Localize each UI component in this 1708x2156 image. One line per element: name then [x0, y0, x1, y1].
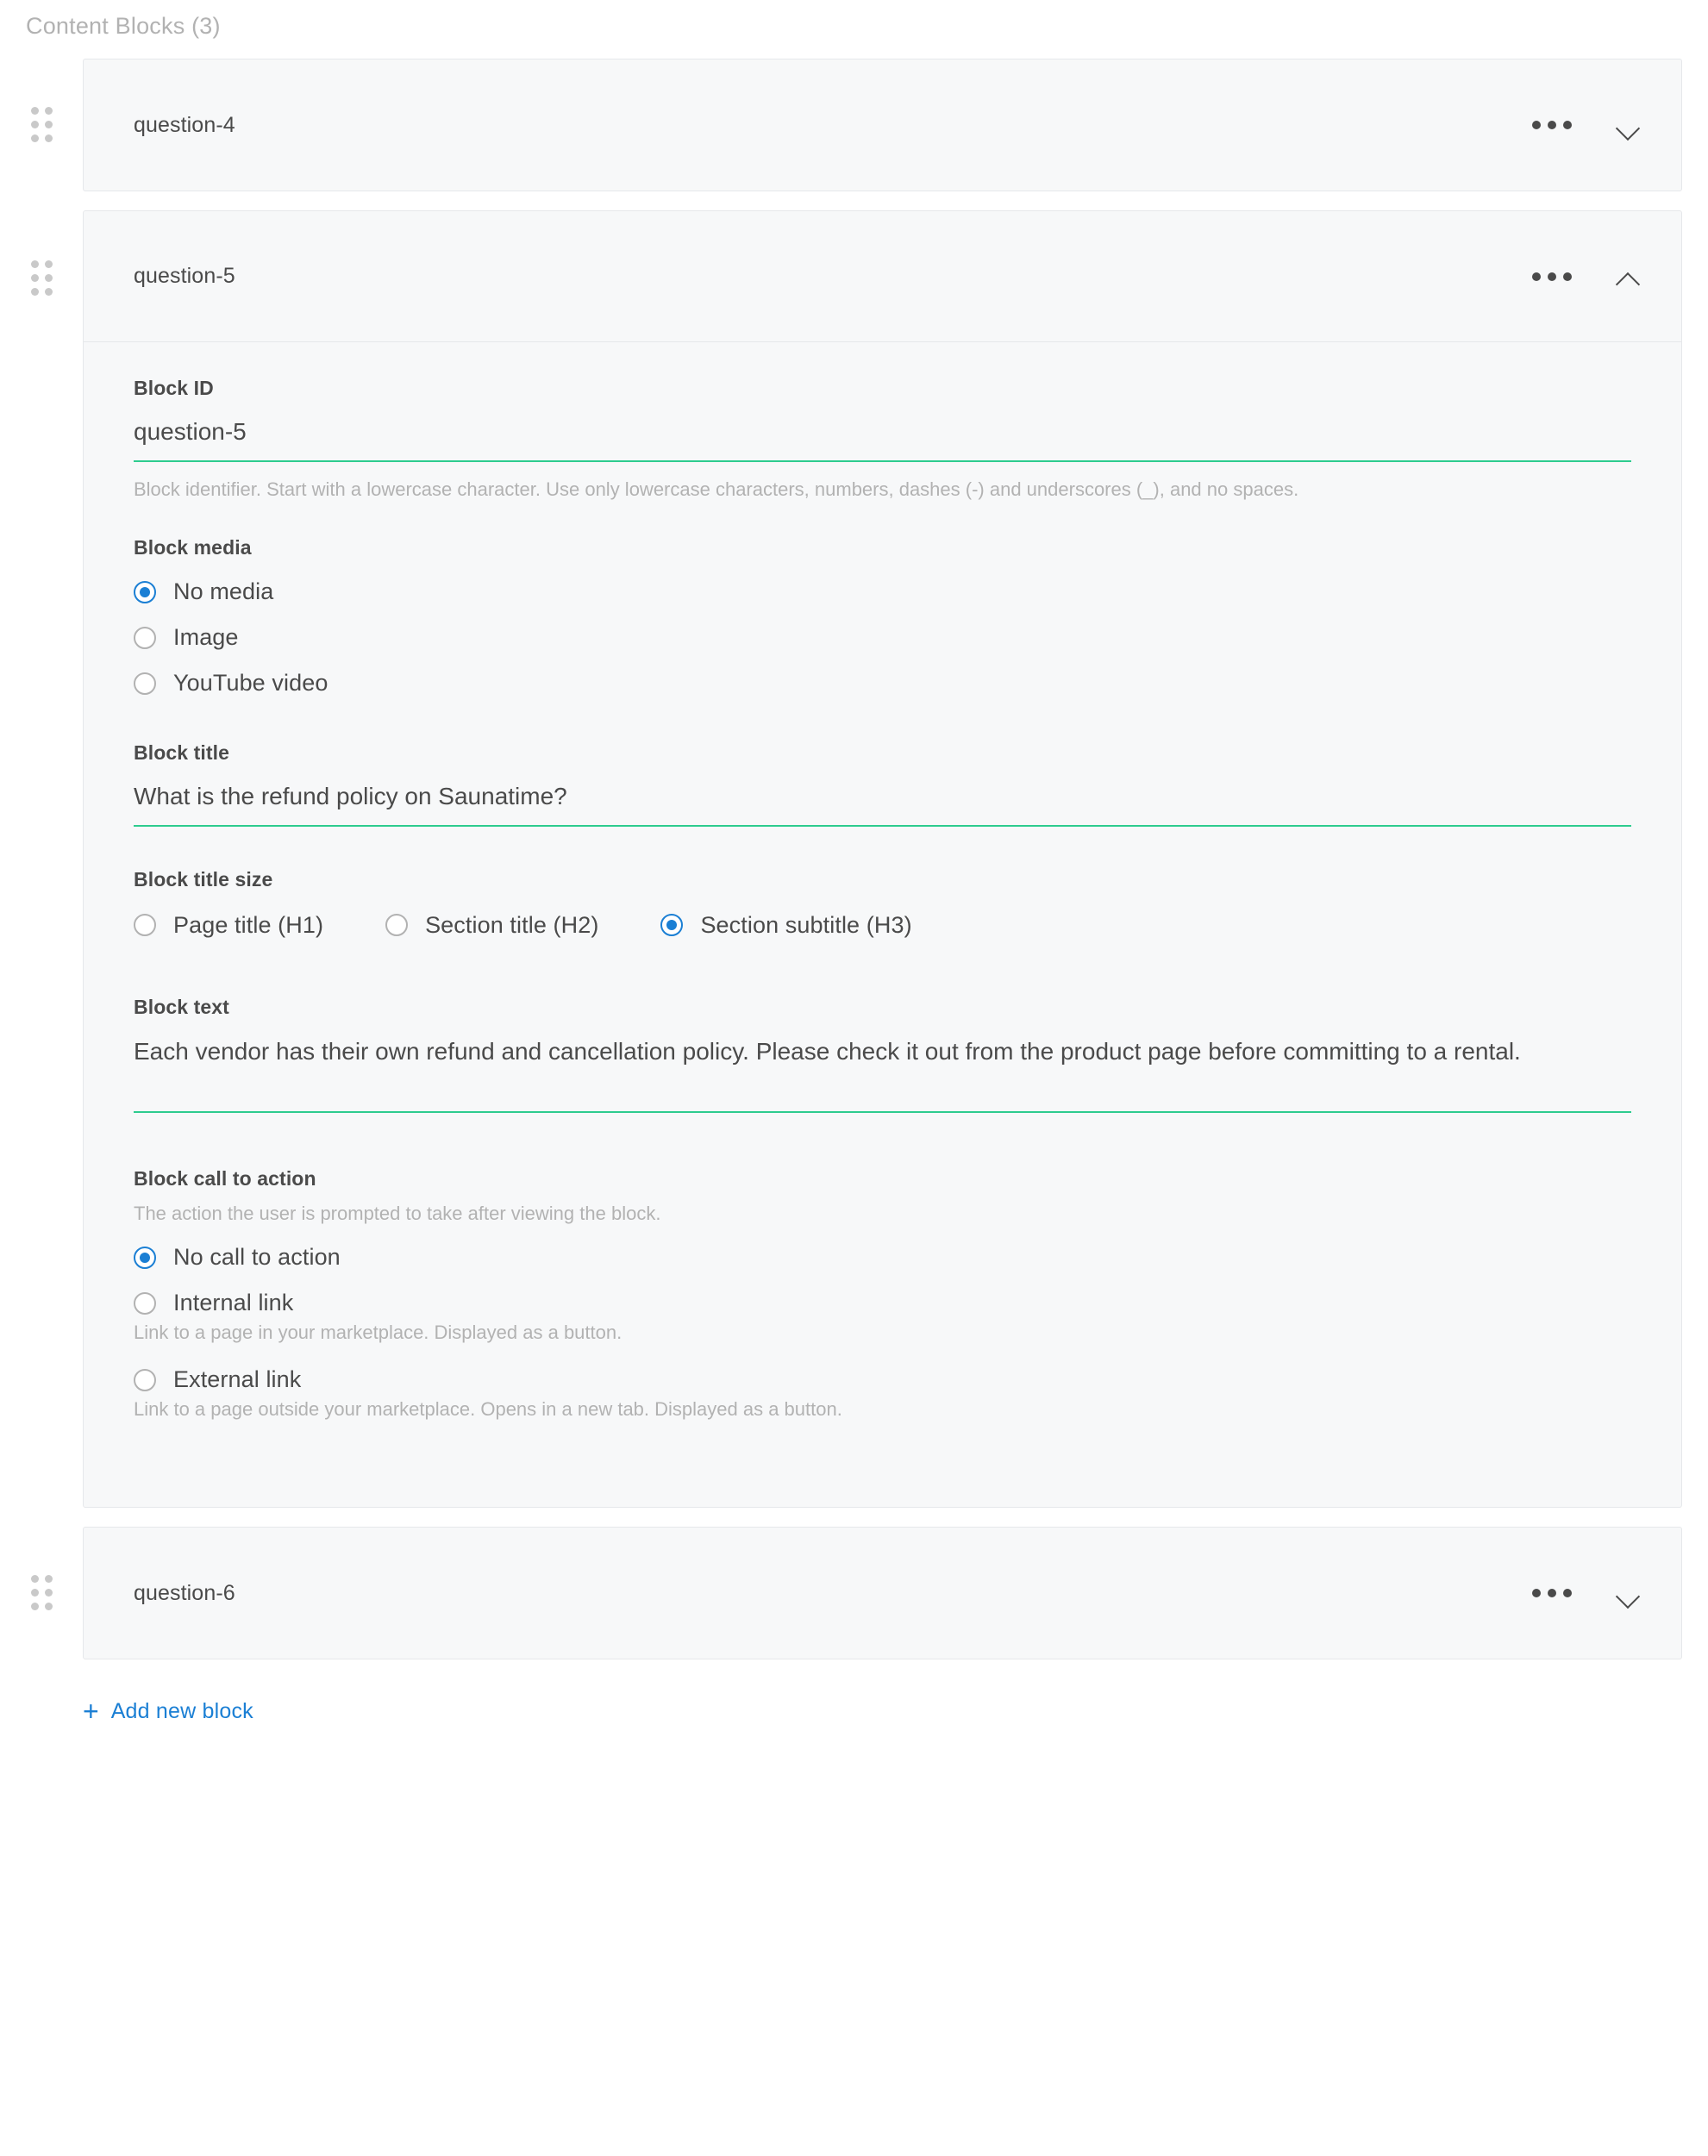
field-block-title-size — [134, 868, 1631, 946]
block-header-actions — [1529, 110, 1642, 140]
field-block-text — [134, 996, 1631, 1117]
block-cta-label: Block call to action — [134, 1167, 316, 1190]
drag-handle-question-6[interactable] — [0, 1527, 83, 1658]
block-card-question-4 — [83, 59, 1682, 191]
block-id-input[interactable] — [134, 412, 1631, 462]
block-card-question-6 — [83, 1527, 1682, 1659]
block-text-label: Block text — [134, 995, 229, 1018]
block-title-input[interactable] — [134, 777, 1631, 827]
radio-indicator — [385, 914, 408, 936]
radio-indicator — [134, 1247, 156, 1269]
radio-indicator — [134, 627, 156, 649]
radio-section-title-h2[interactable] — [385, 912, 598, 939]
block-media-label: Block media — [134, 536, 252, 559]
ellipsis-icon[interactable] — [1529, 114, 1575, 136]
radio-indicator — [134, 914, 156, 936]
drag-handle-question-4[interactable] — [0, 59, 83, 190]
drag-dots-icon — [31, 260, 53, 296]
add-new-block-button[interactable] — [0, 1659, 1708, 1751]
drag-dots-icon — [31, 107, 53, 142]
block-id-label: Block ID — [134, 377, 214, 400]
radio-label: No media — [173, 578, 274, 605]
content-blocks-list — [0, 59, 1708, 1659]
radio-label: Section title (H2) — [425, 911, 599, 938]
chevron-up-icon[interactable] — [1613, 262, 1642, 291]
radio-label: Section subtitle (H3) — [700, 911, 912, 938]
plus-icon: + — [83, 1696, 99, 1728]
block-title-size-label: Block title size — [134, 867, 273, 891]
ellipsis-icon[interactable] — [1529, 1582, 1575, 1604]
radio-no-media[interactable] — [134, 578, 1631, 605]
radio-label: YouTube video — [173, 670, 328, 697]
block-id-helper: Block identifier. Start with a lowercase character. Use only lowercase characters, numbers, dashes (-) and underscores (_), and no spaces. — [134, 478, 1299, 501]
radio-label: Internal link — [173, 1290, 294, 1316]
radio-label: Image — [173, 624, 239, 651]
block-header-actions — [1529, 262, 1642, 291]
field-block-media — [134, 536, 1631, 697]
block-body-question-5 — [84, 342, 1681, 1507]
add-new-block-label: Add new block — [110, 1698, 253, 1723]
block-title-size-options — [134, 905, 1631, 946]
radio-youtube-video[interactable] — [134, 670, 1631, 697]
radio-no-call-to-action[interactable] — [134, 1244, 1631, 1271]
radio-image[interactable] — [134, 624, 1631, 651]
page-title: Content Blocks (3) — [26, 13, 221, 39]
block-text-input[interactable] — [134, 1031, 1631, 1113]
chevron-down-icon[interactable] — [1613, 110, 1642, 140]
block-title-label: Block title — [134, 741, 230, 765]
block-card-question-5 — [83, 210, 1682, 1508]
block-cta-helper: The action the user is prompted to take after viewing the block. — [134, 1203, 661, 1225]
radio-internal-link[interactable] — [134, 1290, 1631, 1316]
external-link-helper: Link to a page outside your marketplace. Opens in a new tab. Displayed as a button. — [134, 1398, 842, 1421]
block-header-question-6[interactable] — [84, 1528, 1681, 1659]
radio-label: Page title (H1) — [173, 911, 324, 938]
block-title-question-4: question-4 — [134, 112, 235, 137]
radio-label: External link — [173, 1366, 302, 1393]
field-block-id — [134, 377, 1631, 503]
block-title-question-6: question-6 — [134, 1580, 235, 1605]
radio-page-title-h1[interactable] — [134, 912, 323, 939]
radio-section-subtitle-h3[interactable] — [660, 912, 911, 939]
block-title-question-5: question-5 — [134, 264, 235, 289]
radio-indicator — [134, 1369, 156, 1391]
drag-dots-icon — [31, 1575, 53, 1610]
drag-handle-question-5[interactable] — [0, 210, 83, 296]
list-item — [0, 1527, 1708, 1659]
radio-indicator — [660, 914, 683, 936]
radio-indicator — [134, 581, 156, 603]
chevron-down-icon[interactable] — [1613, 1578, 1642, 1608]
field-block-call-to-action — [134, 1167, 1631, 1421]
radio-indicator — [134, 1292, 156, 1315]
radio-label: No call to action — [173, 1244, 341, 1271]
block-header-actions — [1529, 1578, 1642, 1608]
ellipsis-icon[interactable] — [1529, 266, 1575, 288]
radio-external-link[interactable] — [134, 1366, 1631, 1393]
block-header-question-5[interactable] — [84, 211, 1681, 342]
block-header-question-4[interactable] — [84, 59, 1681, 191]
radio-indicator — [134, 672, 156, 695]
internal-link-helper: Link to a page in your marketplace. Displayed as a button. — [134, 1322, 623, 1344]
field-block-title — [134, 741, 1631, 827]
list-item — [0, 59, 1708, 191]
list-item — [0, 210, 1708, 1508]
